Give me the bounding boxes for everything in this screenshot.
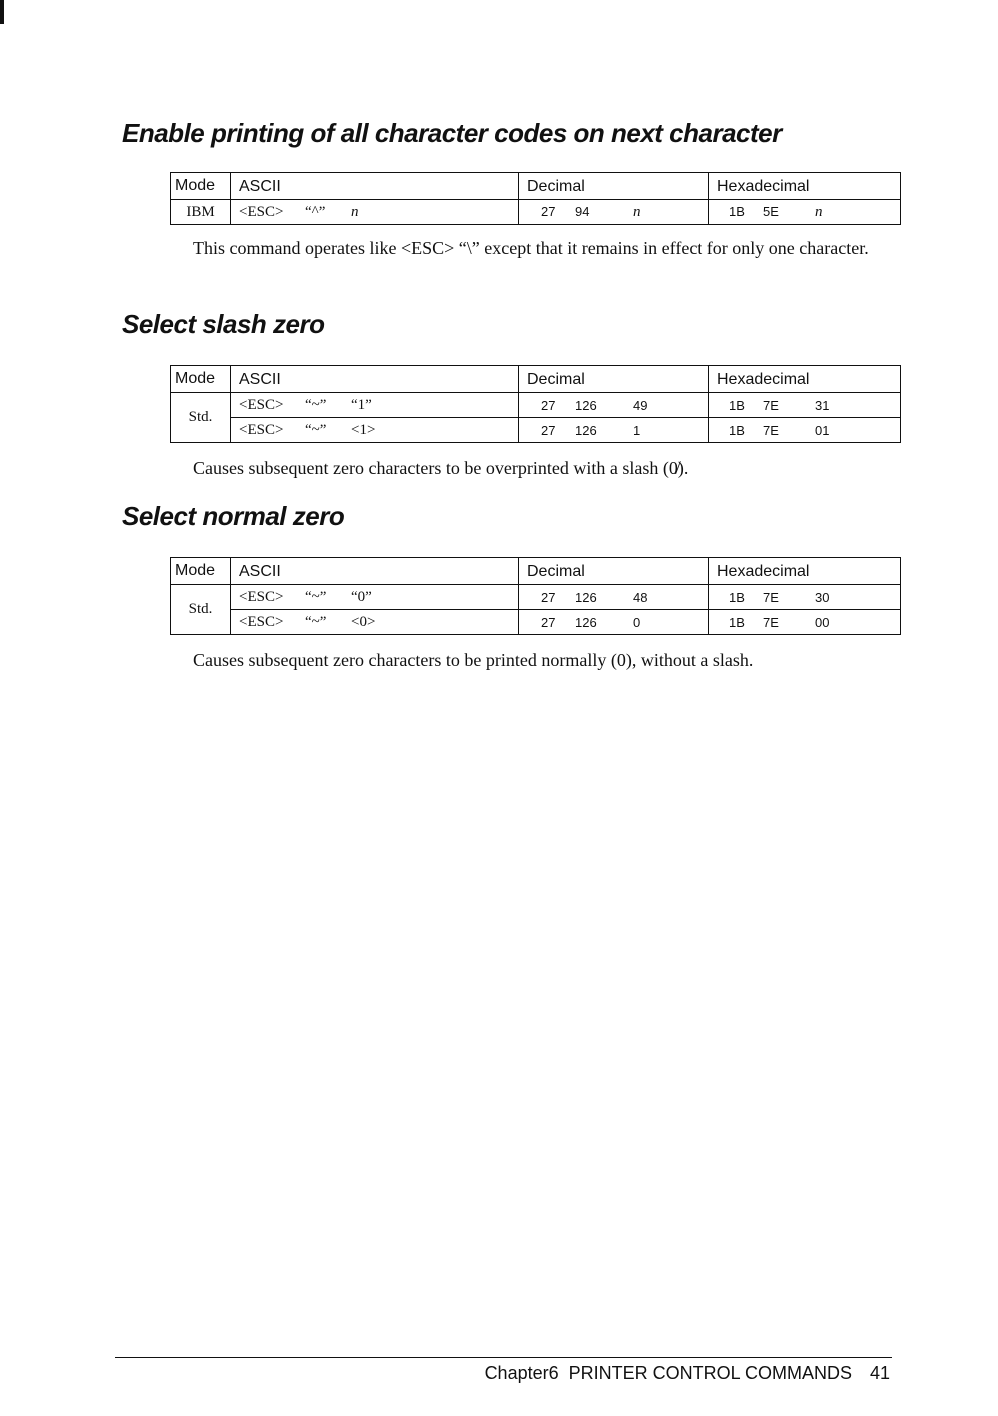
header-mode: Mode <box>171 366 231 393</box>
section-title-enable-all-codes: Enable printing of all character codes on next character <box>122 118 782 148</box>
ascii-char: “~” <box>305 421 327 438</box>
decimal-value: 126 <box>575 614 597 630</box>
header-mode: Mode <box>171 558 231 585</box>
hex-value: 1B <box>729 614 745 630</box>
decimal-param: n <box>633 203 641 220</box>
header-hexadecimal: Hexadecimal <box>709 173 901 200</box>
decimal-value: 1 <box>633 422 641 438</box>
ascii-char: “~” <box>305 396 327 413</box>
command-table-enable-all-codes <box>170 172 901 225</box>
ascii-param: “1” <box>351 396 372 413</box>
decimal-cell <box>519 393 709 418</box>
page-footer <box>485 1363 890 1384</box>
decimal-value: 27 <box>541 589 556 605</box>
decimal-cell <box>519 418 709 443</box>
decimal-value: 27 <box>541 397 556 413</box>
decimal-value: 27 <box>541 422 556 438</box>
header-decimal: Decimal <box>519 366 709 393</box>
ascii-param: n <box>351 203 359 220</box>
mode-cell: Std. <box>171 393 231 443</box>
ascii-param: “0” <box>351 588 372 605</box>
header-mode: Mode <box>171 173 231 200</box>
header-ascii: ASCII <box>231 558 519 585</box>
section-description: Causes subsequent zero characters to be printed normally (0), without a slash. <box>193 650 754 670</box>
header-decimal: Decimal <box>519 173 709 200</box>
hex-value: 1B <box>729 397 745 413</box>
ascii-param: <0> <box>351 613 376 630</box>
table-row <box>171 610 901 635</box>
table-row <box>171 585 901 610</box>
command-table-normal-zero <box>170 557 901 635</box>
ascii-char: “^” <box>305 203 326 220</box>
ascii-esc: <ESC> <box>239 613 284 630</box>
hex-value: 30 <box>815 589 830 605</box>
ascii-esc: <ESC> <box>239 588 284 605</box>
table-row <box>171 200 901 225</box>
header-ascii: ASCII <box>231 173 519 200</box>
hex-value: 1B <box>729 422 745 438</box>
decimal-value: 27 <box>541 203 556 219</box>
ascii-cell <box>231 610 519 635</box>
hex-cell <box>709 200 901 225</box>
table-header-row <box>171 558 901 585</box>
mode-cell: Std. <box>171 585 231 635</box>
header-ascii: ASCII <box>231 366 519 393</box>
hex-value: 1B <box>729 203 745 219</box>
section-title-slash-zero: Select slash zero <box>122 309 325 339</box>
page-number: 41 <box>869 1363 890 1383</box>
ascii-param: <1> <box>351 421 376 438</box>
ascii-cell <box>231 393 519 418</box>
decimal-value: 0 <box>633 614 641 630</box>
decimal-value: 49 <box>633 397 648 413</box>
header-hexadecimal: Hexadecimal <box>709 366 901 393</box>
hex-value: 01 <box>815 422 830 438</box>
ascii-cell <box>231 585 519 610</box>
hex-value: 31 <box>815 397 830 413</box>
table-header-row <box>171 366 901 393</box>
footer-rule <box>115 1357 892 1358</box>
decimal-value: 126 <box>575 397 597 413</box>
page-edge-mark <box>0 0 4 24</box>
ascii-char: “~” <box>305 613 327 630</box>
decimal-value: 126 <box>575 422 597 438</box>
ascii-esc: <ESC> <box>239 203 284 220</box>
ascii-esc: <ESC> <box>239 421 284 438</box>
ascii-char: “~” <box>305 588 327 605</box>
decimal-cell <box>519 610 709 635</box>
hex-value: 7E <box>763 422 779 438</box>
section-title-normal-zero: Select normal zero <box>122 501 345 531</box>
command-table-slash-zero <box>170 365 901 443</box>
section-description: Causes subsequent zero characters to be overprinted with a slash (0̸). <box>193 458 689 478</box>
section-description: This command operates like <ESC> “\” except that it remains in effect for only one character. <box>193 238 869 258</box>
hex-value: 5E <box>763 203 779 219</box>
ascii-cell <box>231 200 519 225</box>
table-row <box>171 393 901 418</box>
hex-value: 00 <box>815 614 830 630</box>
ascii-cell <box>231 418 519 443</box>
decimal-value: 27 <box>541 614 556 630</box>
footer-chapter: Chapter6 PRINTER CONTROL COMMANDS <box>484 1363 852 1383</box>
hex-value: 7E <box>763 397 779 413</box>
header-hexadecimal: Hexadecimal <box>709 558 901 585</box>
hex-cell <box>709 585 901 610</box>
mode-cell: IBM <box>171 200 231 225</box>
hex-value: 7E <box>763 614 779 630</box>
hex-cell <box>709 418 901 443</box>
table-row <box>171 418 901 443</box>
decimal-value: 126 <box>575 589 597 605</box>
hex-cell <box>709 610 901 635</box>
table-header-row <box>171 173 901 200</box>
hex-value: 1B <box>729 589 745 605</box>
header-decimal: Decimal <box>519 558 709 585</box>
decimal-value: 48 <box>633 589 648 605</box>
ascii-esc: <ESC> <box>239 396 284 413</box>
decimal-cell <box>519 200 709 225</box>
hex-value: 7E <box>763 589 779 605</box>
decimal-cell <box>519 585 709 610</box>
decimal-value: 94 <box>575 203 590 219</box>
hex-param: n <box>815 203 823 220</box>
hex-cell <box>709 393 901 418</box>
